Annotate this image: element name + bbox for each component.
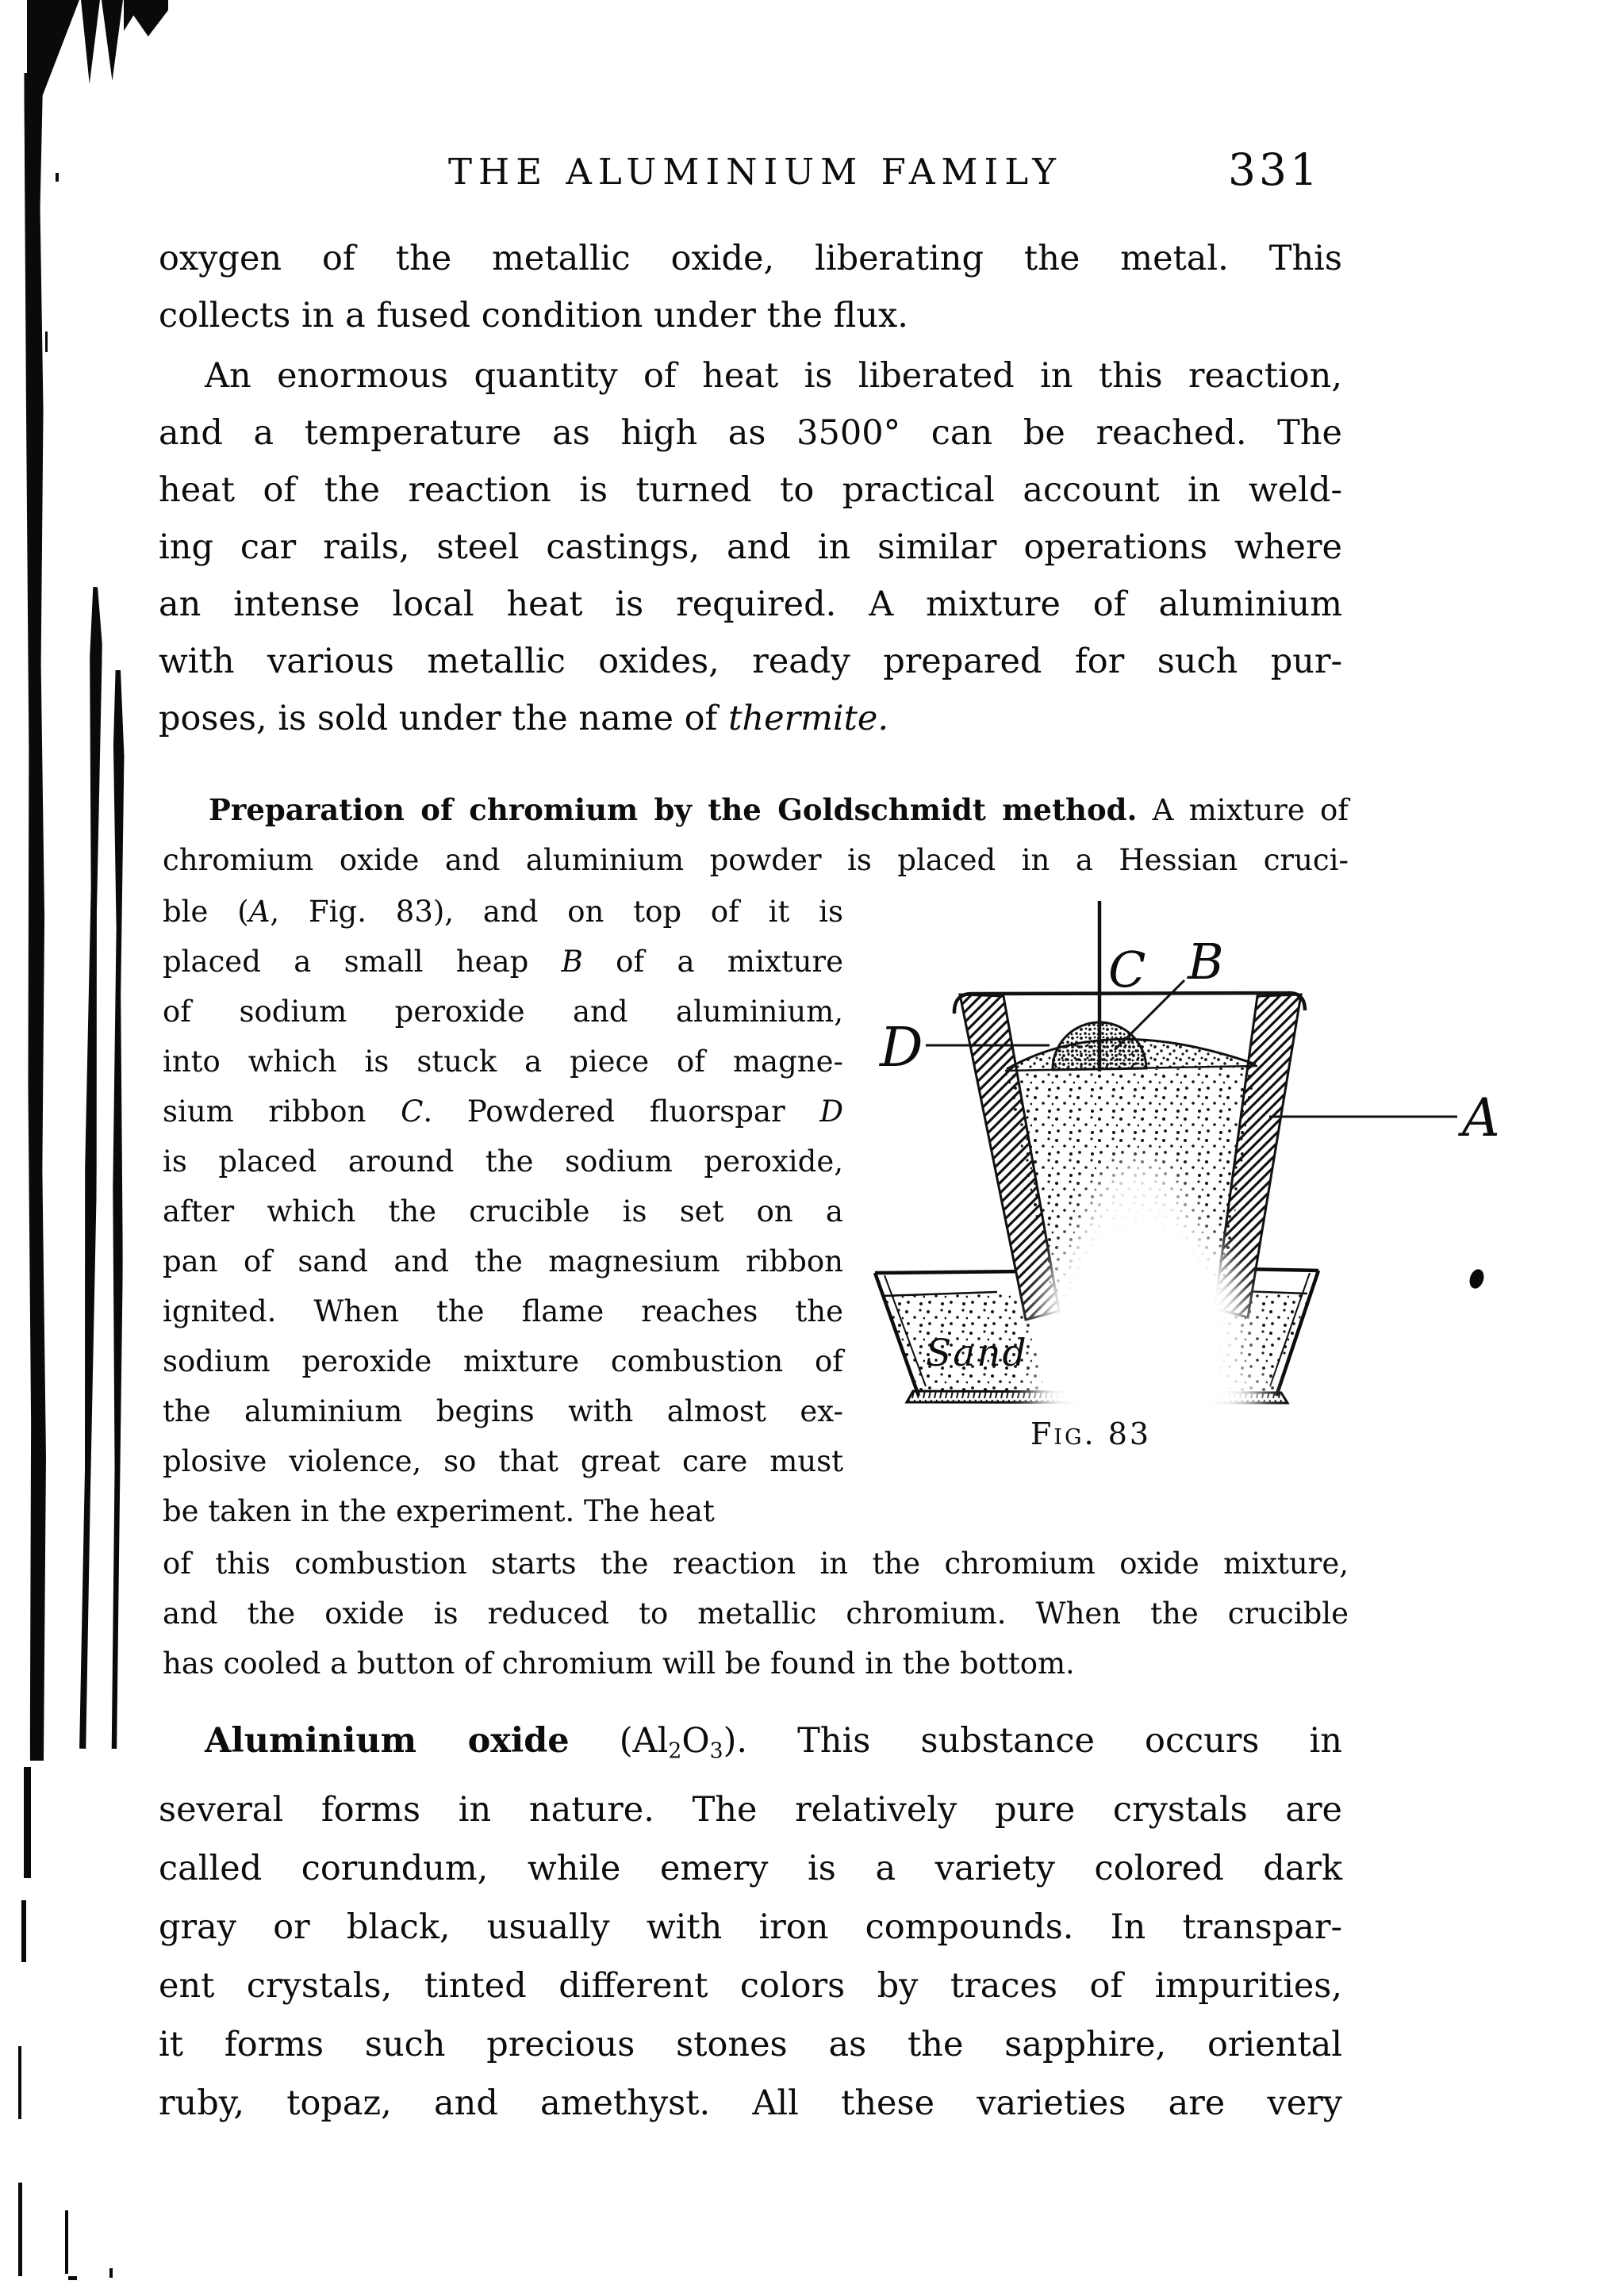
text-line: into which is stuck a piece of magne-: [163, 1045, 843, 1079]
text-line: ent crystals, tinted different colors by traces of impurities,: [159, 1966, 1342, 2007]
text-line: is placed around the sodium peroxide,: [163, 1144, 843, 1179]
text-line: ignited. When the flame reaches the: [163, 1294, 843, 1328]
scan-streak: [18, 2046, 21, 2119]
text-line: it forms such precious stones as the sapphire, oriental: [159, 2025, 1342, 2065]
text-line: placed a small heap B of a mixture: [163, 945, 843, 979]
text-line: ruby, topaz, and amethyst. All these varieties are very: [159, 2083, 1342, 2124]
text-line: Preparation of chromium by the Goldschmidt method. A mixture of: [209, 792, 1349, 827]
paragraph-thermite: [159, 347, 1342, 747]
text-line: an intense local heat is required. A mixture of aluminium: [159, 585, 1342, 624]
text-line: sodium peroxide mixture combustion of: [163, 1344, 843, 1378]
text-line: and a temperature as high as 3500° can be reached. The: [159, 413, 1342, 453]
figure-label-b: B: [1188, 933, 1224, 991]
paragraph-goldschmidt-bottom: [163, 1539, 1349, 1688]
figure-label-c: C: [1108, 941, 1146, 999]
paragraph-aluminium-oxide: [159, 1711, 1342, 2133]
text-line: of this combustion starts the reaction in the chromium oxide mixture,: [163, 1547, 1349, 1581]
binding-shadow: [102, 0, 123, 81]
binding-shadow: [21, 1900, 26, 1962]
text-line: poses, is sold under the name of thermite.: [159, 699, 888, 738]
text-line: heat of the reaction is turned to practical account in weld-: [159, 470, 1342, 510]
text-line: the aluminium begins with almost ex-: [163, 1394, 843, 1428]
paragraph-goldschmidt-narrow: [163, 887, 843, 1536]
text-line: ble (A, Fig. 83), and on top of it is: [163, 895, 843, 929]
figure-label-a: A: [1462, 1087, 1500, 1148]
figure-label-d: D: [880, 1017, 923, 1079]
text-line: has cooled a button of chromium will be found in the bottom.: [163, 1646, 1075, 1681]
text-line: sium ribbon C. Powdered fluorspar D: [163, 1094, 843, 1129]
scan-streak: [109, 670, 125, 1749]
text-line: plosive violence, so that great care must: [163, 1444, 843, 1478]
figure-83-crucible-diagram: [861, 879, 1579, 1434]
text-line: pan of sand and the magnesium ribbon: [163, 1244, 843, 1278]
text-line: several forms in nature. The relatively pure crystals are: [159, 1790, 1342, 1830]
text-line: of sodium peroxide and aluminium,: [163, 995, 843, 1029]
scan-streak: [18, 2183, 22, 2276]
figure-caption: Fig. 83: [1030, 1416, 1152, 1451]
text-line: oxygen of the metallic oxide, liberating the metal. This: [159, 239, 1342, 278]
binding-shadow: [81, 0, 100, 84]
scan-streak: [109, 2268, 113, 2278]
text-line: ing car rails, steel castings, and in similar operations where: [159, 527, 1342, 567]
paragraph-goldschmidt-top: [163, 785, 1349, 885]
running-header: THE ALUMINIUM FAMILY: [448, 151, 1062, 193]
binding-shadow: [24, 73, 48, 1761]
scan-streak: [75, 587, 102, 1749]
binding-shadow: [24, 1767, 31, 1878]
scan-streak: [65, 2210, 68, 2274]
ink-speck: [56, 173, 59, 182]
text-line: be taken in the experiment. The heat: [163, 1494, 715, 1528]
text-line: with various metallic oxides, ready prepared for such pur-: [159, 642, 1342, 681]
scan-streak: [68, 2276, 77, 2280]
text-line: Aluminium oxide $(Al_2O_3)$. This substance occurs in: [205, 1721, 1342, 1764]
text-line: collects in a fused condition under the flux.: [159, 296, 908, 335]
text-line: called corundum, while emery is a variety colored dark: [159, 1849, 1342, 1889]
page-number: 331: [1228, 144, 1321, 195]
text-line: An enormous quantity of heat is liberated in this reaction,: [205, 356, 1342, 396]
paragraph-intro: [159, 230, 1342, 344]
text-line: chromium oxide and aluminium powder is placed in a Hessian cruci-: [163, 843, 1349, 877]
figure-label-sand: Sand: [926, 1332, 1028, 1375]
binding-shadow: [124, 0, 168, 36]
ink-speck: [45, 332, 48, 352]
text-line: gray or black, usually with iron compounds. In transpar-: [159, 1907, 1342, 1948]
text-line: after which the crucible is set on a: [163, 1194, 843, 1228]
text-line: and the oxide is reduced to metallic chromium. When the crucible: [163, 1596, 1349, 1631]
